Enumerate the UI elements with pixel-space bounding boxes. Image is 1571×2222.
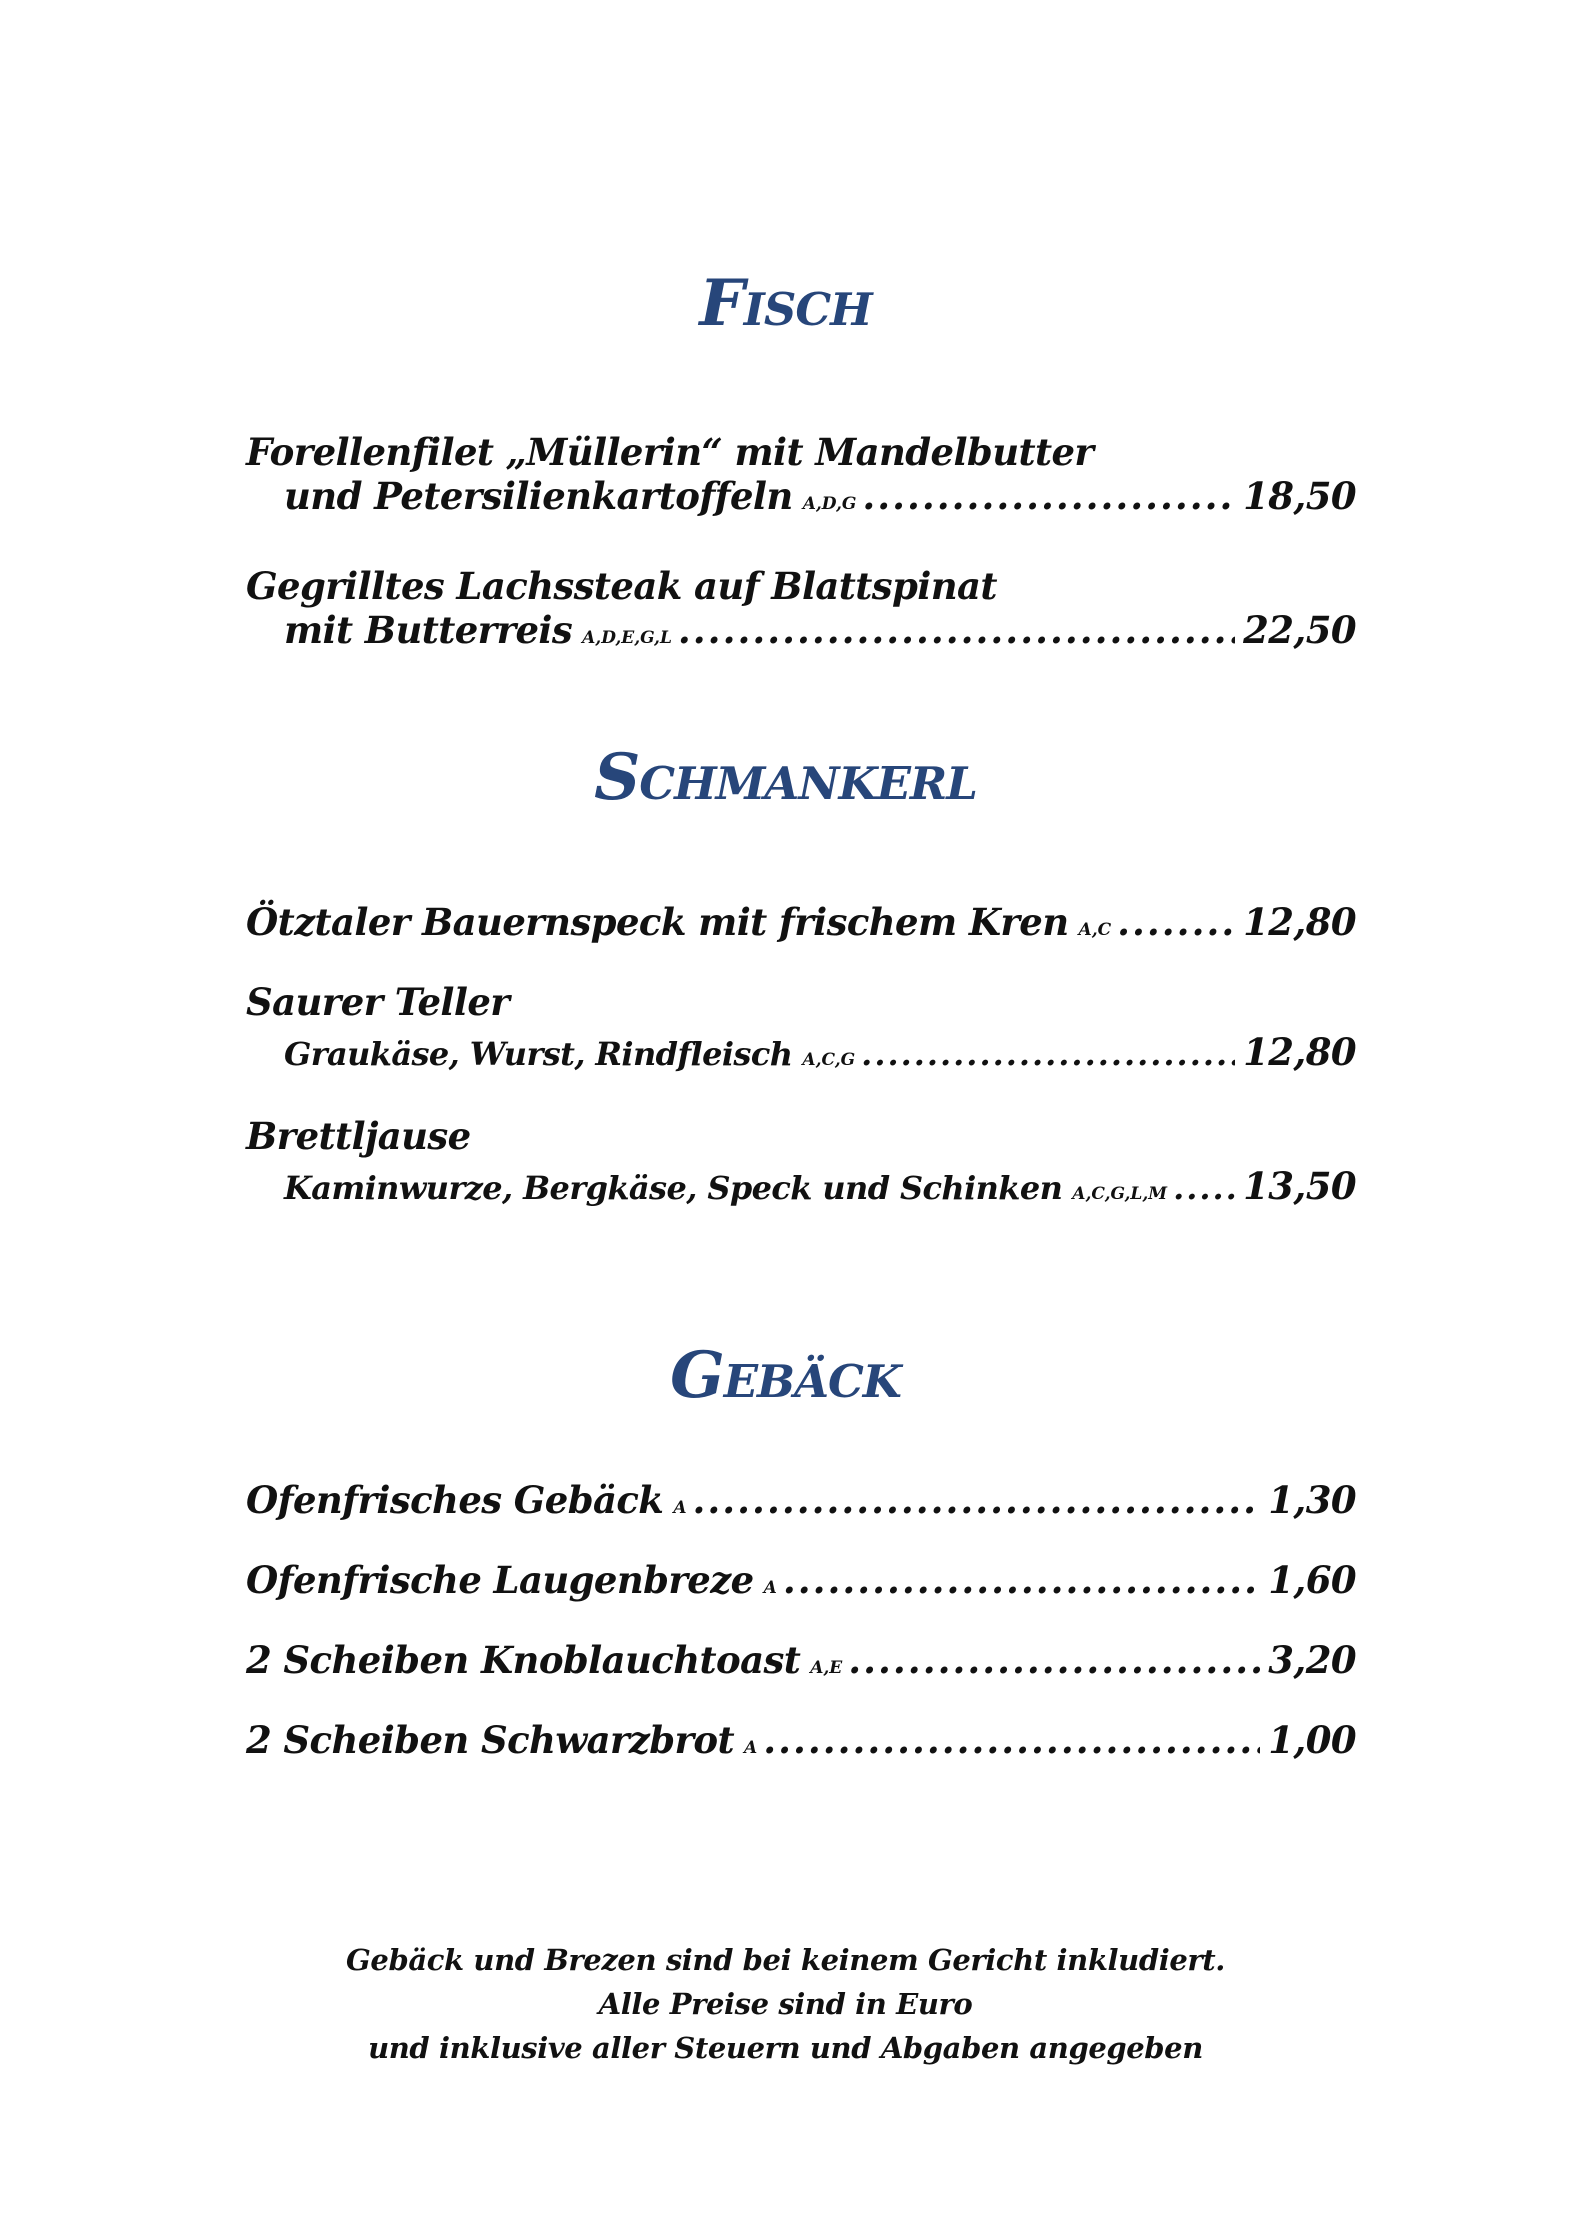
item-name-continued: mit Butterreis (284, 608, 573, 652)
allergen-codes: A,D,E,G,L (582, 628, 672, 648)
item-name: Ofenfrisches Gebäck (246, 1478, 664, 1522)
menu-item-knoblauchtoast (246, 1638, 1356, 1690)
menu-item-laugenbreze (246, 1558, 1356, 1610)
item-price: 1,00 (1268, 1718, 1356, 1762)
menu-item-lachssteak (246, 564, 1356, 660)
dot-leader (848, 1638, 1260, 1682)
item-price: 12,80 (1243, 900, 1356, 944)
menu-item-schwarzbrot (246, 1718, 1356, 1770)
item-price-line (246, 1558, 1356, 1610)
item-price: 1,60 (1268, 1558, 1356, 1602)
item-name: Brettljause (246, 1114, 471, 1158)
item-price: 3,20 (1268, 1638, 1356, 1682)
item-price: 1,30 (1268, 1478, 1356, 1522)
allergen-codes: A,C (1078, 920, 1112, 940)
menu-item-saurer-teller (246, 980, 1356, 1082)
allergen-codes: A (743, 1738, 758, 1758)
item-price: 12,80 (1243, 1030, 1356, 1074)
item-price: 13,50 (1243, 1164, 1356, 1208)
item-name-continued: und Petersilienkartoffeln (284, 474, 793, 518)
section-title-fisch: Fisch (699, 266, 872, 341)
dot-leader (861, 1032, 1235, 1076)
allergen-codes: A,D,G (802, 494, 857, 514)
item-price-line (246, 1478, 1356, 1530)
dot-leader (1173, 1166, 1235, 1210)
item-name-line (246, 980, 1356, 1024)
item-price: 18,50 (1243, 474, 1356, 518)
item-price-line (246, 608, 1356, 660)
item-name: Saurer Teller (246, 980, 510, 1024)
item-name: Ötztaler Bauernspeck mit frischem Kren (246, 900, 1069, 944)
item-name: Forellenfilet „Müllerin“ mit Mandelbutter (246, 430, 1094, 474)
allergen-codes: A,C,G,L,M (1072, 1184, 1168, 1204)
item-price-line (246, 1718, 1356, 1770)
item-name: 2 Scheiben Schwarzbrot (246, 1718, 734, 1762)
item-detail: Kaminwurze, Bergkäse, Speck und Schinken (284, 1169, 1063, 1207)
dot-leader (678, 608, 1235, 652)
section-title-gebaeck: Gebäck (670, 1338, 901, 1413)
menu-item-brettljause (246, 1114, 1356, 1216)
allergen-codes: A (673, 1498, 687, 1518)
item-price: 22,50 (1243, 608, 1356, 652)
allergen-codes: A,E (810, 1658, 843, 1678)
menu-item-gebaeck (246, 1478, 1356, 1530)
item-name-line (246, 430, 1356, 474)
item-price-line (246, 1030, 1356, 1082)
section-title-schmankerl: Schmankerl (594, 740, 977, 815)
allergen-codes: A (763, 1578, 777, 1598)
item-price-line (246, 900, 1356, 952)
item-price-line (246, 474, 1356, 526)
dot-leader (862, 474, 1235, 518)
dot-leader (783, 1558, 1260, 1602)
item-name: 2 Scheiben Knoblauchtoast (246, 1638, 801, 1682)
item-name-line (246, 1114, 1356, 1158)
footer-note (0, 1938, 1571, 2070)
dot-leader (763, 1718, 1260, 1762)
menu-item-forellenfilet (246, 430, 1356, 526)
item-name: Gegrilltes Lachssteak auf Blattspinat (246, 564, 997, 608)
item-detail: Graukäse, Wurst, Rindfleisch (284, 1035, 793, 1073)
item-name-line (246, 564, 1356, 608)
footer-line-currency: Alle Preise sind in Euro (598, 1987, 973, 2021)
item-price-line (246, 1638, 1356, 1690)
allergen-codes: A,C,G (802, 1050, 856, 1070)
menu-item-bauernspeck (246, 900, 1356, 952)
dot-leader (1117, 900, 1235, 944)
item-price-line (246, 1164, 1356, 1216)
item-name: Ofenfrische Laugenbreze (246, 1558, 754, 1602)
footer-line-bread: Gebäck und Brezen sind bei keinem Gericht inkludiert. (346, 1943, 1225, 1977)
dot-leader (693, 1478, 1261, 1522)
footer-line-taxes: und inklusive aller Steuern und Abgaben angegeben (368, 2031, 1203, 2065)
